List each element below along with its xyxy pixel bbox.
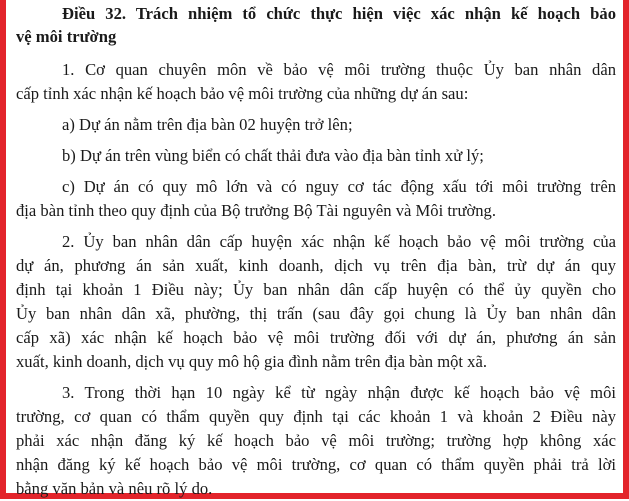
point-c-line-2: địa bàn tỉnh theo quy định của Bộ trưởng Bộ Tài nguyên và Môi trường.	[16, 201, 496, 220]
clause-3-line-3: phải xác nhận đăng ký kế hoạch bảo vệ môi trường; trường hợp không xác	[16, 431, 616, 450]
clause-2-line-2: dự án, phương án sản xuất, kinh doanh, dịch vụ trên địa bàn, trừ dự án quy	[16, 256, 616, 275]
clause-3	[16, 381, 616, 501]
clause-3-line-4: nhận đăng ký kế hoạch bảo vệ môi trường, cơ quan có thẩm quyền phải trả lời	[16, 455, 616, 474]
article-title-line-1: Điều 32. Trách nhiệm tổ chức thực hiện việc xác nhận kế hoạch bảo	[62, 4, 616, 23]
article-title	[16, 2, 616, 48]
clause-2-line-5: cấp xã) xác nhận kế hoạch bảo vệ môi trường đối với dự án, phương án sản	[16, 328, 616, 347]
clause-3-line-2: trường, cơ quan có thẩm quyền quy định tại các khoản 1 và khoản 2 Điều này	[16, 407, 616, 426]
article-title-line-2: vệ môi trường	[16, 27, 117, 46]
point-c-line-1: c) Dự án có quy mô lớn và có nguy cơ tác động xấu tới môi trường trên	[62, 177, 616, 196]
clause-3-line-5: bằng văn bản và nêu rõ lý do.	[16, 479, 213, 498]
clause-1-line-2: cấp tỉnh xác nhận kế hoạch bảo vệ môi trường của những dự án sau:	[16, 84, 469, 103]
point-a-text: a) Dự án nằm trên địa bàn 02 huyện trở lên;	[62, 115, 353, 134]
clause-3-line-1: 3. Trong thời hạn 10 ngày kể từ ngày nhận được kế hoạch bảo vệ môi	[62, 383, 616, 402]
clause-1-line-1: 1. Cơ quan chuyên môn về bảo vệ môi trường thuộc Ủy ban nhân dân	[62, 60, 616, 79]
clause-2-line-4: Ủy ban nhân dân xã, phường, thị trấn (sau đây gọi chung là Ủy ban nhân dân	[16, 304, 616, 323]
clause-2-line-1: 2. Ủy ban nhân dân cấp huyện xác nhận kế hoạch bảo vệ môi trường của	[62, 232, 616, 251]
clause-1-point-a	[16, 113, 616, 137]
legal-document	[16, 0, 616, 501]
point-b-text: b) Dự án trên vùng biển có chất thải đưa vào địa bàn tỉnh xử lý;	[62, 146, 484, 165]
clause-1-point-b	[16, 144, 616, 168]
clause-1	[16, 58, 616, 106]
clause-1-point-c	[16, 175, 616, 223]
clause-2-line-3: định tại khoản 1 Điều này; Ủy ban nhân dân cấp huyện có thể ủy quyền cho	[16, 280, 616, 299]
clause-2-line-6: xuất, kinh doanh, dịch vụ quy mô hộ gia đình nằm trên địa bàn một xã.	[16, 352, 487, 371]
clause-2	[16, 230, 616, 374]
